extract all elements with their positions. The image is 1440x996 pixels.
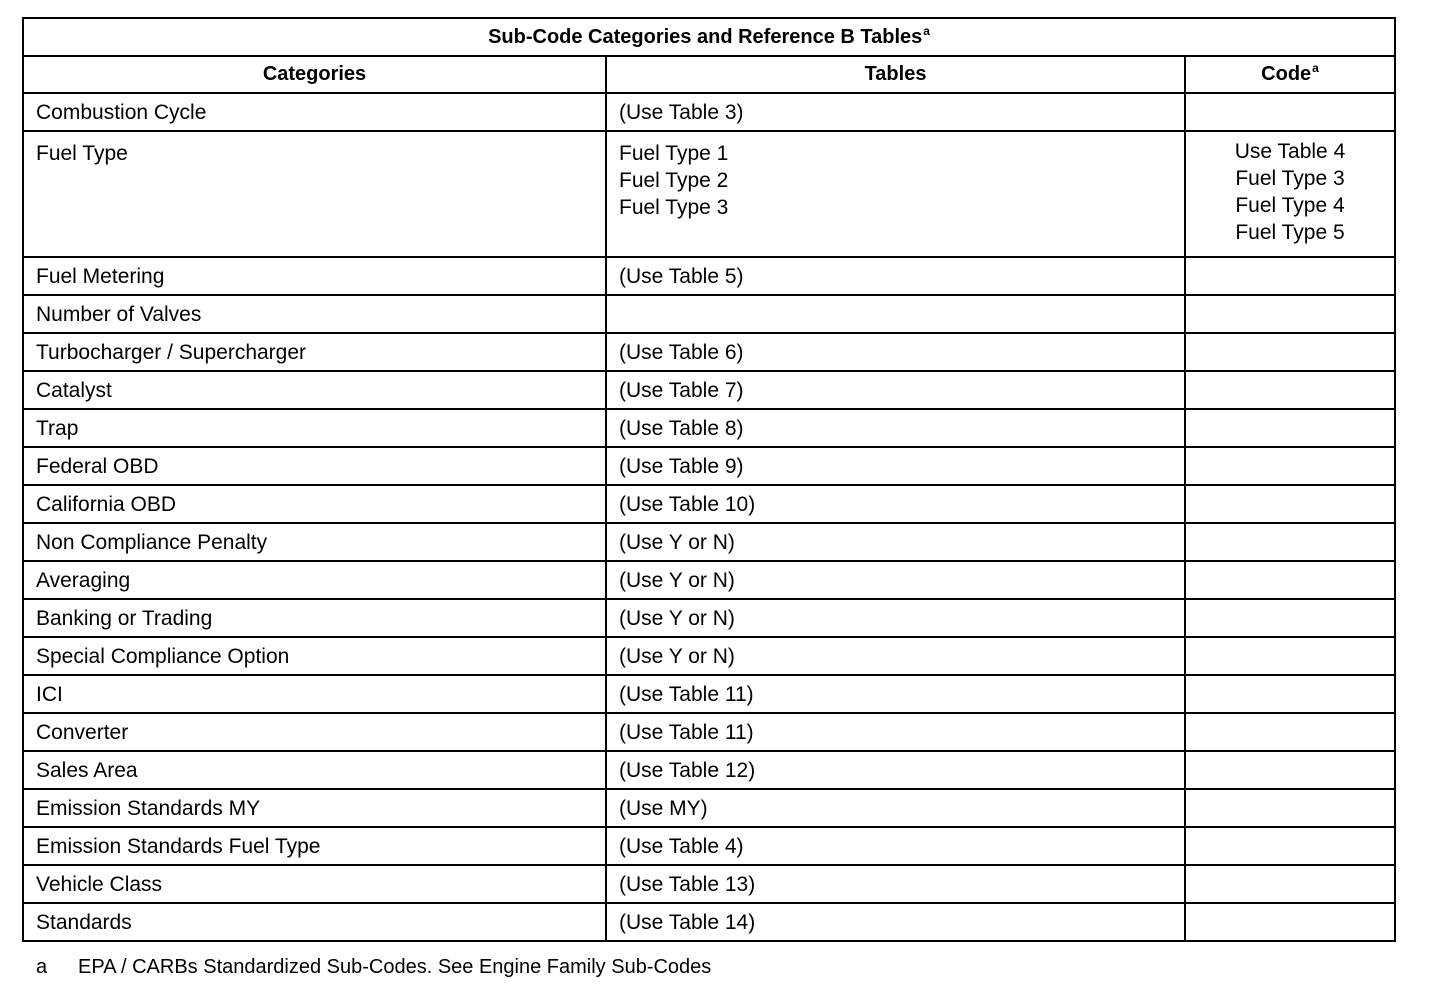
table-row bbox=[23, 485, 1395, 523]
tables-cell bbox=[606, 523, 1185, 561]
table-row bbox=[23, 371, 1395, 409]
tables-cell-line: (Use Table 8) bbox=[619, 416, 744, 440]
tables-cell bbox=[606, 561, 1185, 599]
tables-cell-line: Fuel Type 1 bbox=[619, 142, 729, 165]
code-cell bbox=[1185, 637, 1395, 675]
tables-cell-line: (Use Y or N) bbox=[619, 606, 735, 630]
category-cell: Averaging bbox=[23, 561, 606, 599]
table-row bbox=[23, 751, 1395, 789]
header-code-footnote-mark: a bbox=[1312, 61, 1319, 76]
tables-cell-line: (Use Table 11) bbox=[619, 720, 754, 744]
table-row bbox=[23, 131, 1395, 257]
tables-cell bbox=[606, 295, 1185, 333]
table-title bbox=[23, 18, 1395, 56]
code-cell bbox=[1185, 131, 1395, 257]
tables-cell-line: (Use Table 7) bbox=[619, 378, 744, 402]
tables-cell-line: Fuel Type 2 bbox=[619, 169, 729, 192]
code-cell bbox=[1185, 409, 1395, 447]
table-row bbox=[23, 257, 1395, 295]
tables-cell-line: (Use MY) bbox=[619, 796, 708, 820]
category-cell: ICI bbox=[23, 675, 606, 713]
category-cell: Emission Standards MY bbox=[23, 789, 606, 827]
tables-cell bbox=[606, 599, 1185, 637]
category-cell: Fuel Type bbox=[23, 131, 606, 257]
table-row bbox=[23, 447, 1395, 485]
table-row bbox=[23, 561, 1395, 599]
table-row bbox=[23, 789, 1395, 827]
code-cell bbox=[1185, 371, 1395, 409]
tables-cell-line: (Use Table 11) bbox=[619, 682, 754, 706]
tables-cell-line: (Use Table 14) bbox=[619, 910, 756, 934]
header-tables: Tables bbox=[606, 56, 1185, 93]
table-row bbox=[23, 409, 1395, 447]
tables-cell-line: (Use Table 5) bbox=[619, 264, 744, 288]
table-header-row bbox=[23, 56, 1395, 93]
tables-cell-line: (Use Table 10) bbox=[619, 492, 756, 516]
tables-cell bbox=[606, 131, 1185, 257]
code-cell-line: Fuel Type 3 bbox=[1235, 167, 1345, 190]
code-cell bbox=[1185, 751, 1395, 789]
code-cell bbox=[1185, 257, 1395, 295]
category-cell: Combustion Cycle bbox=[23, 93, 606, 131]
tables-cell bbox=[606, 333, 1185, 371]
category-cell: Banking or Trading bbox=[23, 599, 606, 637]
code-cell bbox=[1185, 447, 1395, 485]
footnote-text: EPA / CARBs Standardized Sub-Codes. See Engine Family Sub-Codes bbox=[78, 956, 712, 978]
code-cell bbox=[1185, 903, 1395, 941]
tables-cell bbox=[606, 637, 1185, 675]
table-row bbox=[23, 637, 1395, 675]
tables-cell-line: (Use Y or N) bbox=[619, 644, 735, 668]
table-row bbox=[23, 713, 1395, 751]
category-cell: California OBD bbox=[23, 485, 606, 523]
code-cell bbox=[1185, 295, 1395, 333]
code-cell bbox=[1185, 333, 1395, 371]
table-row bbox=[23, 599, 1395, 637]
code-cell-line: Fuel Type 4 bbox=[1235, 194, 1345, 217]
table-body bbox=[23, 93, 1395, 941]
table-row bbox=[23, 523, 1395, 561]
category-cell: Trap bbox=[23, 409, 606, 447]
code-cell bbox=[1185, 789, 1395, 827]
tables-cell-line: (Use Y or N) bbox=[619, 568, 735, 592]
category-cell: Federal OBD bbox=[23, 447, 606, 485]
header-code-text: Code bbox=[1261, 63, 1312, 85]
tables-cell-line: (Use Table 4) bbox=[619, 834, 744, 858]
code-cell bbox=[1185, 865, 1395, 903]
tables-cell-line: (Use Table 13) bbox=[619, 872, 756, 896]
header-code bbox=[1185, 56, 1395, 93]
category-cell: Sales Area bbox=[23, 751, 606, 789]
sub-code-table bbox=[22, 17, 1396, 942]
code-cell bbox=[1185, 561, 1395, 599]
tables-cell-line: (Use Table 6) bbox=[619, 340, 744, 364]
code-cell-line: Fuel Type 5 bbox=[1235, 221, 1345, 244]
code-cell-line: Use Table 4 bbox=[1234, 140, 1346, 163]
tables-cell bbox=[606, 371, 1185, 409]
category-cell: Catalyst bbox=[23, 371, 606, 409]
tables-cell-line: (Use Table 9) bbox=[619, 454, 744, 478]
code-cell bbox=[1185, 713, 1395, 751]
table-row bbox=[23, 827, 1395, 865]
tables-cell bbox=[606, 93, 1185, 131]
table-title-row bbox=[23, 18, 1395, 56]
footnote-mark: a bbox=[36, 956, 48, 978]
category-cell: Fuel Metering bbox=[23, 257, 606, 295]
code-cell bbox=[1185, 827, 1395, 865]
category-cell: Emission Standards Fuel Type bbox=[23, 827, 606, 865]
category-cell: Special Compliance Option bbox=[23, 637, 606, 675]
code-cell bbox=[1185, 93, 1395, 131]
tables-cell-line: (Use Table 12) bbox=[619, 758, 756, 782]
tables-cell bbox=[606, 865, 1185, 903]
table-row bbox=[23, 333, 1395, 371]
category-cell: Number of Valves bbox=[23, 295, 606, 333]
table-title-footnote-mark: a bbox=[923, 23, 930, 38]
table-title-text: Sub-Code Categories and Reference B Tables bbox=[488, 25, 923, 48]
table-row bbox=[23, 675, 1395, 713]
code-cell bbox=[1185, 485, 1395, 523]
tables-cell-line: (Use Y or N) bbox=[619, 530, 735, 554]
header-categories: Categories bbox=[23, 56, 606, 93]
code-cell bbox=[1185, 523, 1395, 561]
code-cell bbox=[1185, 675, 1395, 713]
footnote bbox=[36, 956, 711, 979]
tables-cell bbox=[606, 751, 1185, 789]
tables-cell bbox=[606, 485, 1185, 523]
category-cell: Non Compliance Penalty bbox=[23, 523, 606, 561]
tables-cell bbox=[606, 675, 1185, 713]
tables-cell-line: (Use Table 3) bbox=[619, 100, 744, 124]
tables-cell bbox=[606, 409, 1185, 447]
category-cell: Turbocharger / Supercharger bbox=[23, 333, 606, 371]
tables-cell-line: Fuel Type 3 bbox=[619, 196, 729, 219]
tables-cell bbox=[606, 827, 1185, 865]
category-cell: Vehicle Class bbox=[23, 865, 606, 903]
table-row bbox=[23, 295, 1395, 333]
tables-cell bbox=[606, 257, 1185, 295]
code-cell bbox=[1185, 599, 1395, 637]
tables-cell bbox=[606, 447, 1185, 485]
category-cell: Converter bbox=[23, 713, 606, 751]
tables-cell bbox=[606, 789, 1185, 827]
table-row bbox=[23, 903, 1395, 941]
tables-cell bbox=[606, 903, 1185, 941]
table-row bbox=[23, 93, 1395, 131]
tables-cell bbox=[606, 713, 1185, 751]
table-row bbox=[23, 865, 1395, 903]
category-cell: Standards bbox=[23, 903, 606, 941]
